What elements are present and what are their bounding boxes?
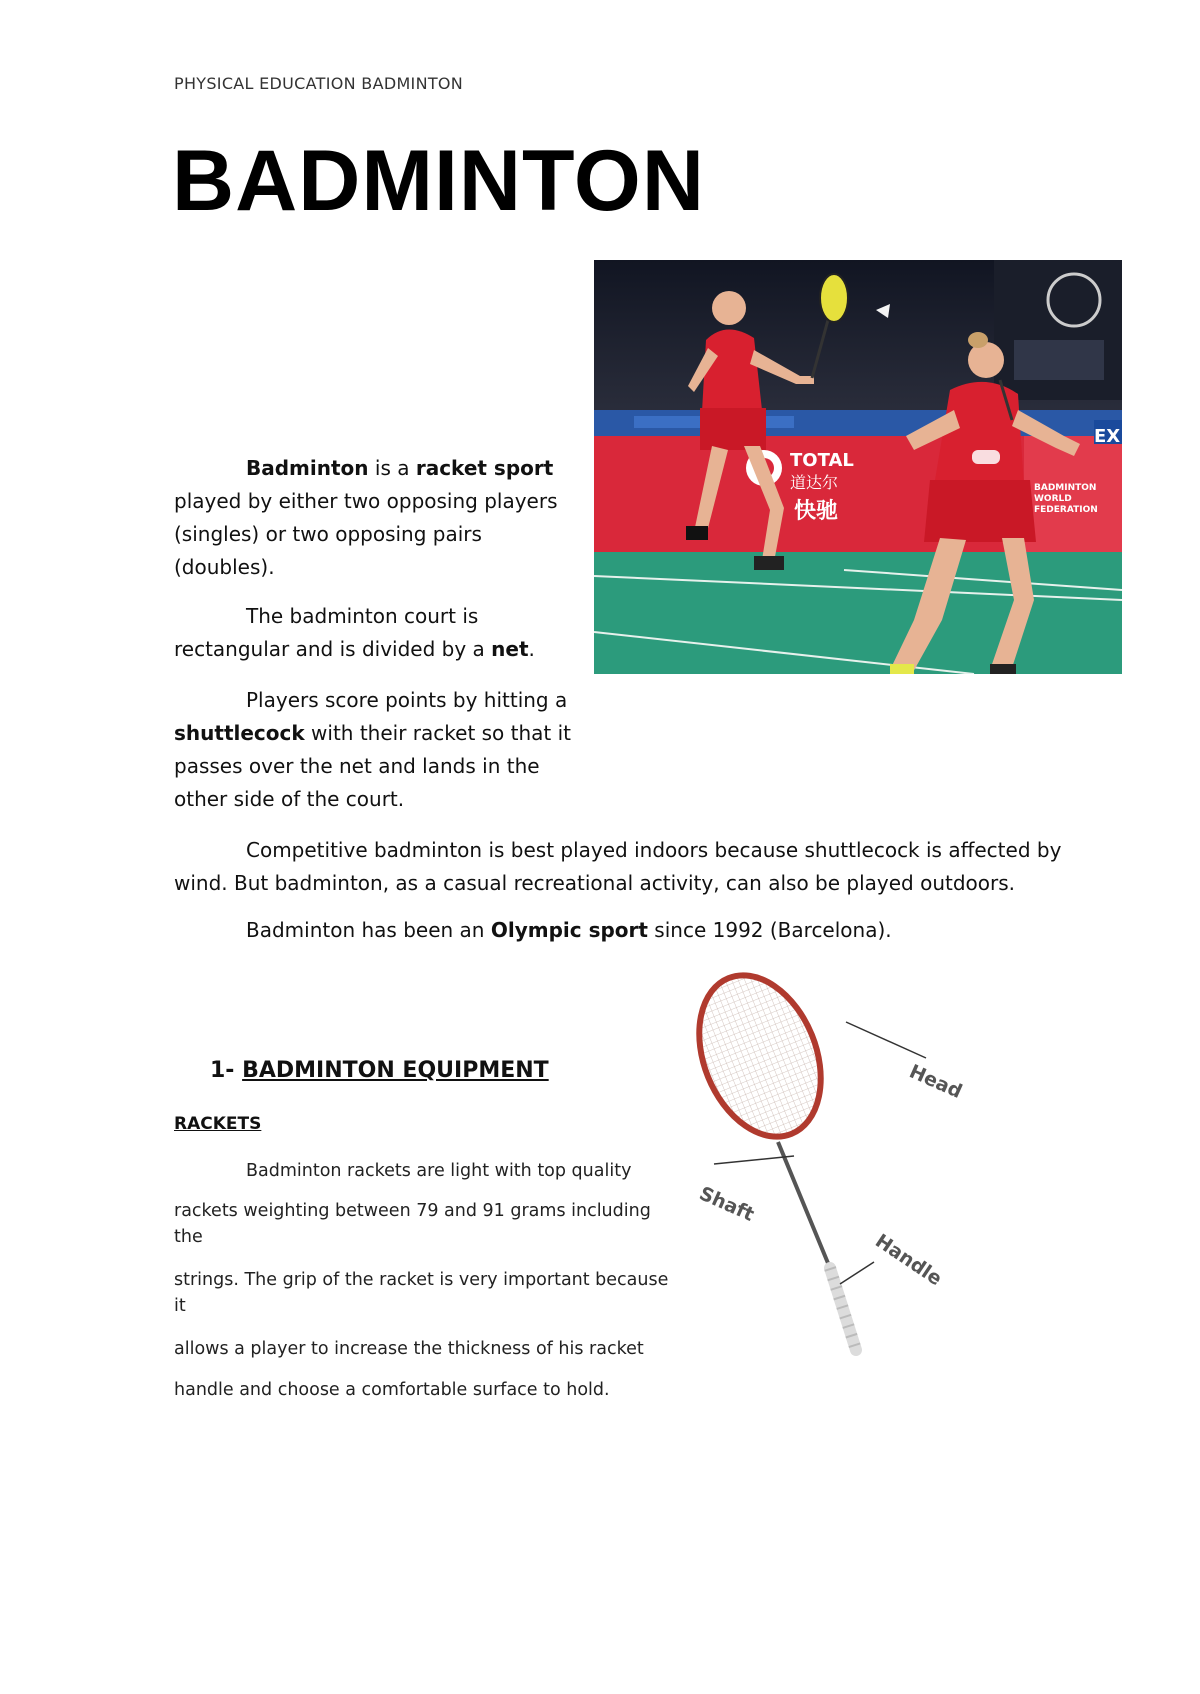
section-title: BADMINTON EQUIPMENT [242, 1058, 549, 1083]
subsection-heading: RACKETS [174, 1114, 262, 1134]
equipment-line-2: rackets weighting between 79 and 91 grams including the [174, 1201, 651, 1247]
intro-1-text-2: played by either two opposing players (singles) or two opposing pairs (doubles). [174, 489, 558, 579]
intro-1-bold-1: Badminton [246, 456, 369, 480]
intro-1-text-1: is a [368, 456, 416, 480]
banner-text-total: TOTAL [790, 450, 854, 471]
intro-5-text-2: since 1992 (Barcelona). [647, 918, 892, 942]
equipment-line-1-text: Badminton rackets are light with top quality [246, 1161, 632, 1181]
intro-5-text-1: Badminton has been an [246, 918, 491, 942]
intro-5-bold-1: Olympic sport [490, 918, 648, 942]
federation-text-3: FEDERATION [1034, 505, 1098, 515]
intro-3-bold-1: shuttlecock [174, 721, 305, 745]
banner-corner-text: EX [1094, 426, 1121, 447]
federation-text-1: BADMINTON [1034, 483, 1097, 493]
racket-diagram [690, 966, 1010, 1386]
intro-4-text: Competitive badminton is best played indoors because shuttlecock is affected by wind. But badminton, as a casual recreational activity, can also be played outdoors. [174, 838, 1062, 895]
racket-label-head: Head [905, 1060, 966, 1104]
intro-1-bold-2: racket sport [415, 456, 554, 480]
intro-paragraph-5 [174, 914, 1074, 947]
intro-2-text-2: . [528, 637, 535, 661]
racket-label-shaft: Shaft [695, 1182, 758, 1226]
banner-text-chinese-2: 快驰 [794, 499, 839, 524]
badminton-players-photo [594, 260, 1122, 674]
intro-paragraph-3 [174, 684, 574, 816]
intro-3-text-1: Players score points by hitting a [246, 688, 568, 712]
players-photo-illustration [594, 260, 1122, 674]
intro-2-text-1: The badminton court is rectangular and is divided by a [174, 604, 492, 661]
intro-paragraph-2 [174, 600, 574, 666]
equipment-line-3: strings. The grip of the racket is very important because it [174, 1270, 669, 1316]
section-number: 1- [210, 1058, 243, 1083]
equipment-line-5: handle and choose a comfortable surface to hold. [174, 1380, 610, 1400]
banner-text-chinese-1: 道达尔 [790, 473, 839, 492]
equipment-line-1 [174, 1158, 674, 1184]
intro-paragraph-1 [174, 452, 574, 584]
page-header: PHYSICAL EDUCATION BADMINTON [174, 74, 464, 93]
section-heading [210, 1058, 549, 1083]
intro-2-bold-1: net [491, 637, 529, 661]
equipment-line-4: allows a player to increase the thickness of his racket [174, 1339, 644, 1359]
racket-illustration [690, 966, 1010, 1386]
intro-3-text-2: with their racket so that it passes over the net and lands in the other side of the court. [174, 721, 572, 811]
intro-paragraph-4 [174, 834, 1074, 900]
racket-label-handle: Handle [871, 1229, 946, 1291]
page-title: BADMINTON [172, 133, 705, 229]
federation-text-2: WORLD [1034, 494, 1072, 504]
